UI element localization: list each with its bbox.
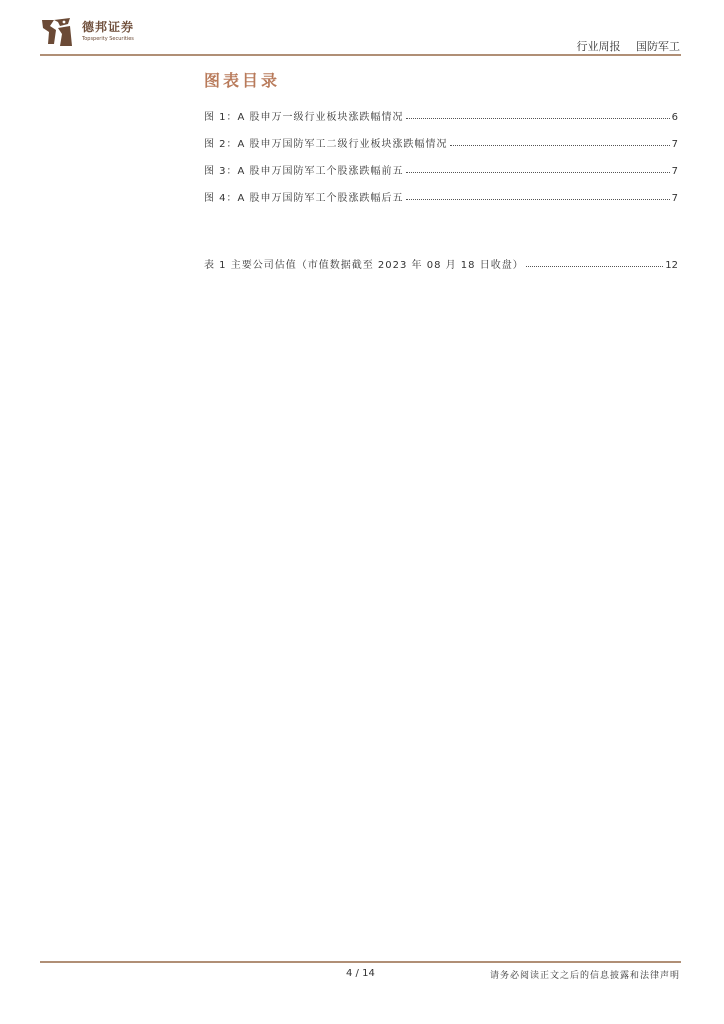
footer-divider <box>40 961 681 963</box>
header-divider <box>40 54 681 56</box>
header-category <box>577 38 681 54</box>
toc-entry-page: 7 <box>671 193 678 204</box>
toc-entry-label: 图 3：A 股申万国防军工个股涨跌幅前五 <box>204 166 404 177</box>
figure-list <box>204 108 678 216</box>
disclaimer-text: 请务必阅读正文之后的信息披露和法律声明 <box>489 971 680 981</box>
logo-name-en: Topsperity Securities <box>82 36 134 42</box>
page-number: 4 / 14 <box>346 968 375 979</box>
logo-name-cn: 德邦证券 <box>82 20 135 34</box>
toc-entry-figure-2[interactable] <box>204 135 678 162</box>
toc-entry-page: 7 <box>671 166 678 177</box>
page-header <box>0 0 724 60</box>
toc-entry-page: 12 <box>665 260 678 271</box>
dot-leader <box>526 258 664 267</box>
dot-leader <box>406 191 670 200</box>
toc-entry-figure-1[interactable] <box>204 108 678 135</box>
toc-entry-figure-3[interactable] <box>204 162 678 189</box>
company-logo <box>40 16 160 50</box>
industry-name: 国防军工 <box>636 40 680 53</box>
toc-entry-label: 图 1：A 股申万一级行业板块涨跌幅情况 <box>204 112 404 123</box>
report-type: 行业周报 <box>576 40 621 53</box>
toc-entry-label: 图 4：A 股申万国防军工个股涨跌幅后五 <box>204 193 404 204</box>
dot-leader <box>450 137 670 146</box>
toc-entry-page: 7 <box>671 139 678 150</box>
toc-entry-label: 表 1 主要公司估值（市值数据截至 2023 年 08 月 18 日收盘） <box>204 260 524 271</box>
table-list <box>204 256 678 283</box>
dot-leader <box>406 110 670 119</box>
toc-entry-label: 图 2：A 股申万国防军工二级行业板块涨跌幅情况 <box>204 139 448 150</box>
toc-entry-page: 6 <box>671 112 678 123</box>
toc-title: 图表目录 <box>204 71 281 90</box>
logo-icon <box>40 16 74 48</box>
toc-entry-table-1[interactable] <box>204 256 678 283</box>
dot-leader <box>406 164 670 173</box>
toc-entry-figure-4[interactable] <box>204 189 678 216</box>
